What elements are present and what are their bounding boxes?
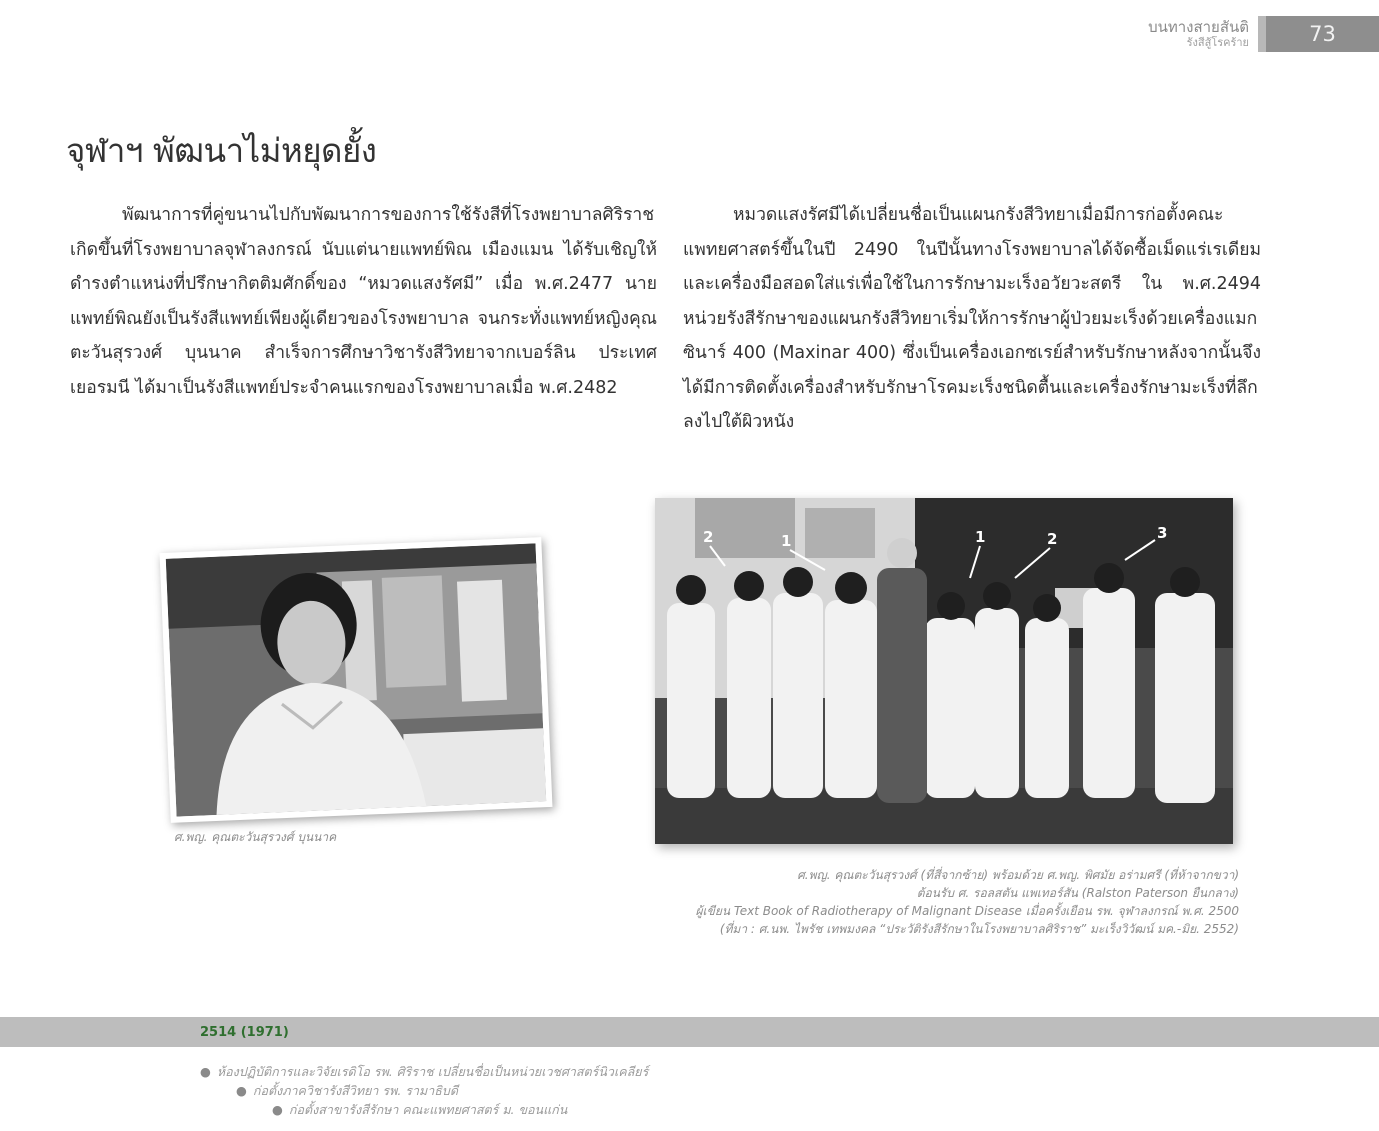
timeline-item-text: ห้องปฏิบัติการและวิจัยเรดิโอ รพ. ศิริราช เปลี่ยนชื่อเป็นหน่วยเวชศาสตร์นิวเคลียร์ xyxy=(216,1064,649,1079)
timeline-year: 2514 (1971) xyxy=(200,1025,289,1040)
caption-line: (ที่มา : ศ.นพ. ไพรัช เทพมงคล “ประวัติรังสีรักษาในโรงพยาบาลศิริราช” มะเร็งวิวัฒน์ มค.-มิย. 2552) xyxy=(719,922,1239,936)
left-column xyxy=(70,198,657,405)
timeline-item xyxy=(272,1100,567,1120)
running-header-subtitle: รังสีสู้โรคร้าย xyxy=(1186,36,1249,49)
timeline-item xyxy=(236,1081,458,1101)
bullet-icon: ● xyxy=(200,1064,211,1079)
caption-line: ศ.พญ. คุณตะวันสุรวงศ์ (ที่สี่จากซ้าย) พร้อมด้วย ศ.พญ. พิศมัย อร่ามศรี (ที่ห้าจากขวา) xyxy=(797,868,1239,882)
page-number: 73 xyxy=(1258,16,1379,52)
bullet-icon: ● xyxy=(272,1102,283,1117)
portrait-photo xyxy=(160,537,553,823)
running-header-title: บนทางสายสันติ xyxy=(1148,18,1249,36)
bullet-icon: ● xyxy=(236,1083,247,1098)
right-column xyxy=(683,198,1261,440)
timeline-item xyxy=(200,1062,648,1082)
portrait-photo-image xyxy=(166,543,546,816)
caption-line: ต้อนรับ ศ. รอลสตัน แพเทอร์สัน (Ralston Paterson ยืนกลาง) xyxy=(916,886,1239,900)
portrait-caption: ศ.พญ. คุณตะวันสุรวงศ์ บุนนาค xyxy=(174,830,337,844)
timeline-item-text: ก่อตั้งภาควิชารังสีวิทยา รพ. รามาธิบดี xyxy=(252,1083,458,1098)
photo-marker: 1 xyxy=(781,532,792,550)
photo-marker: 3 xyxy=(1157,524,1168,542)
group-photo xyxy=(655,498,1233,844)
photo-marker: 1 xyxy=(975,528,986,546)
caption-line: ผู้เขียน Text Book of Radiotherapy of Malignant Disease เมื่อครั้งเยือน รพ. จุฬาลงกรณ์ พ.ศ. 2500 xyxy=(695,904,1239,918)
right-paragraph: หมวดแสงรัศมีได้เปลี่ยนชื่อเป็นแผนกรังสีวิทยาเมื่อมีการก่อตั้งคณะแพทยศาสตร์ขึ้นในปี 2490 ในปีนั้นทางโรงพยาบาลได้จัดซื้อเม็ดแร่เรเดียมและเครื่องมือสอดใส่แร่เพื่อใช้ในการรักษามะเร็งอวัยวะสตรี ใน พ.ศ.2494 หน่วยรังสีรักษาของแผนกรังสีวิทยาเริ่มให้การรักษาผู้ป่วยมะเร็งด้วยเครื่องแมกซินาร์ 400 (Maxinar 400) ซึ่งเป็นเครื่องเอกซเรย์สำหรับรักษาหลังจากนั้นจึงได้มีการติดตั้งเครื่องสำหรับรักษาโรคมะเร็งชนิดตื้นและเครื่องรักษามะเร็งที่ลึกลงไปใต้ผิวหนัง xyxy=(683,205,1261,432)
section-heading: จุฬาฯ พัฒนาไม่หยุดยั้ง xyxy=(66,131,377,170)
timeline-item-text: ก่อตั้งสาขารังสีรักษา คณะแพทยศาสตร์ ม. ขอนแก่น xyxy=(288,1102,568,1117)
left-paragraph: พัฒนาการที่คู่ขนานไปกับพัฒนาการของการใช้รังสีที่โรงพยาบาลศิริราช เกิดขึ้นที่โรงพยาบาลจุฬาลงกรณ์ นับแต่นายแพทย์พิณ เมืองแมน ได้รับเชิญให้ดำรงตำแหน่งที่ปรึกษากิตติมศักดิ์ของ “หมวดแสงรัศมี” เมื่อ พ.ศ.2477 นายแพทย์พิณยังเป็นรังสีแพทย์เพียงผู้เดียวของโรงพยาบาล จนกระทั่งแพทย์หญิงคุณตะวันสุรวงศ์ บุนนาค สำเร็จการศึกษาวิชารังสีวิทยาจากเบอร์ลิน ประเทศเยอรมนี ได้มาเป็นรังสีแพทย์ประจำคนแรกของโรงพยาบาลเมื่อ พ.ศ.2482 xyxy=(70,205,657,398)
photo-marker: 2 xyxy=(703,528,714,546)
group-photo-caption xyxy=(539,866,1239,938)
photo-marker: 2 xyxy=(1047,530,1058,548)
running-header xyxy=(1148,18,1249,50)
group-photo-image xyxy=(655,498,1233,844)
